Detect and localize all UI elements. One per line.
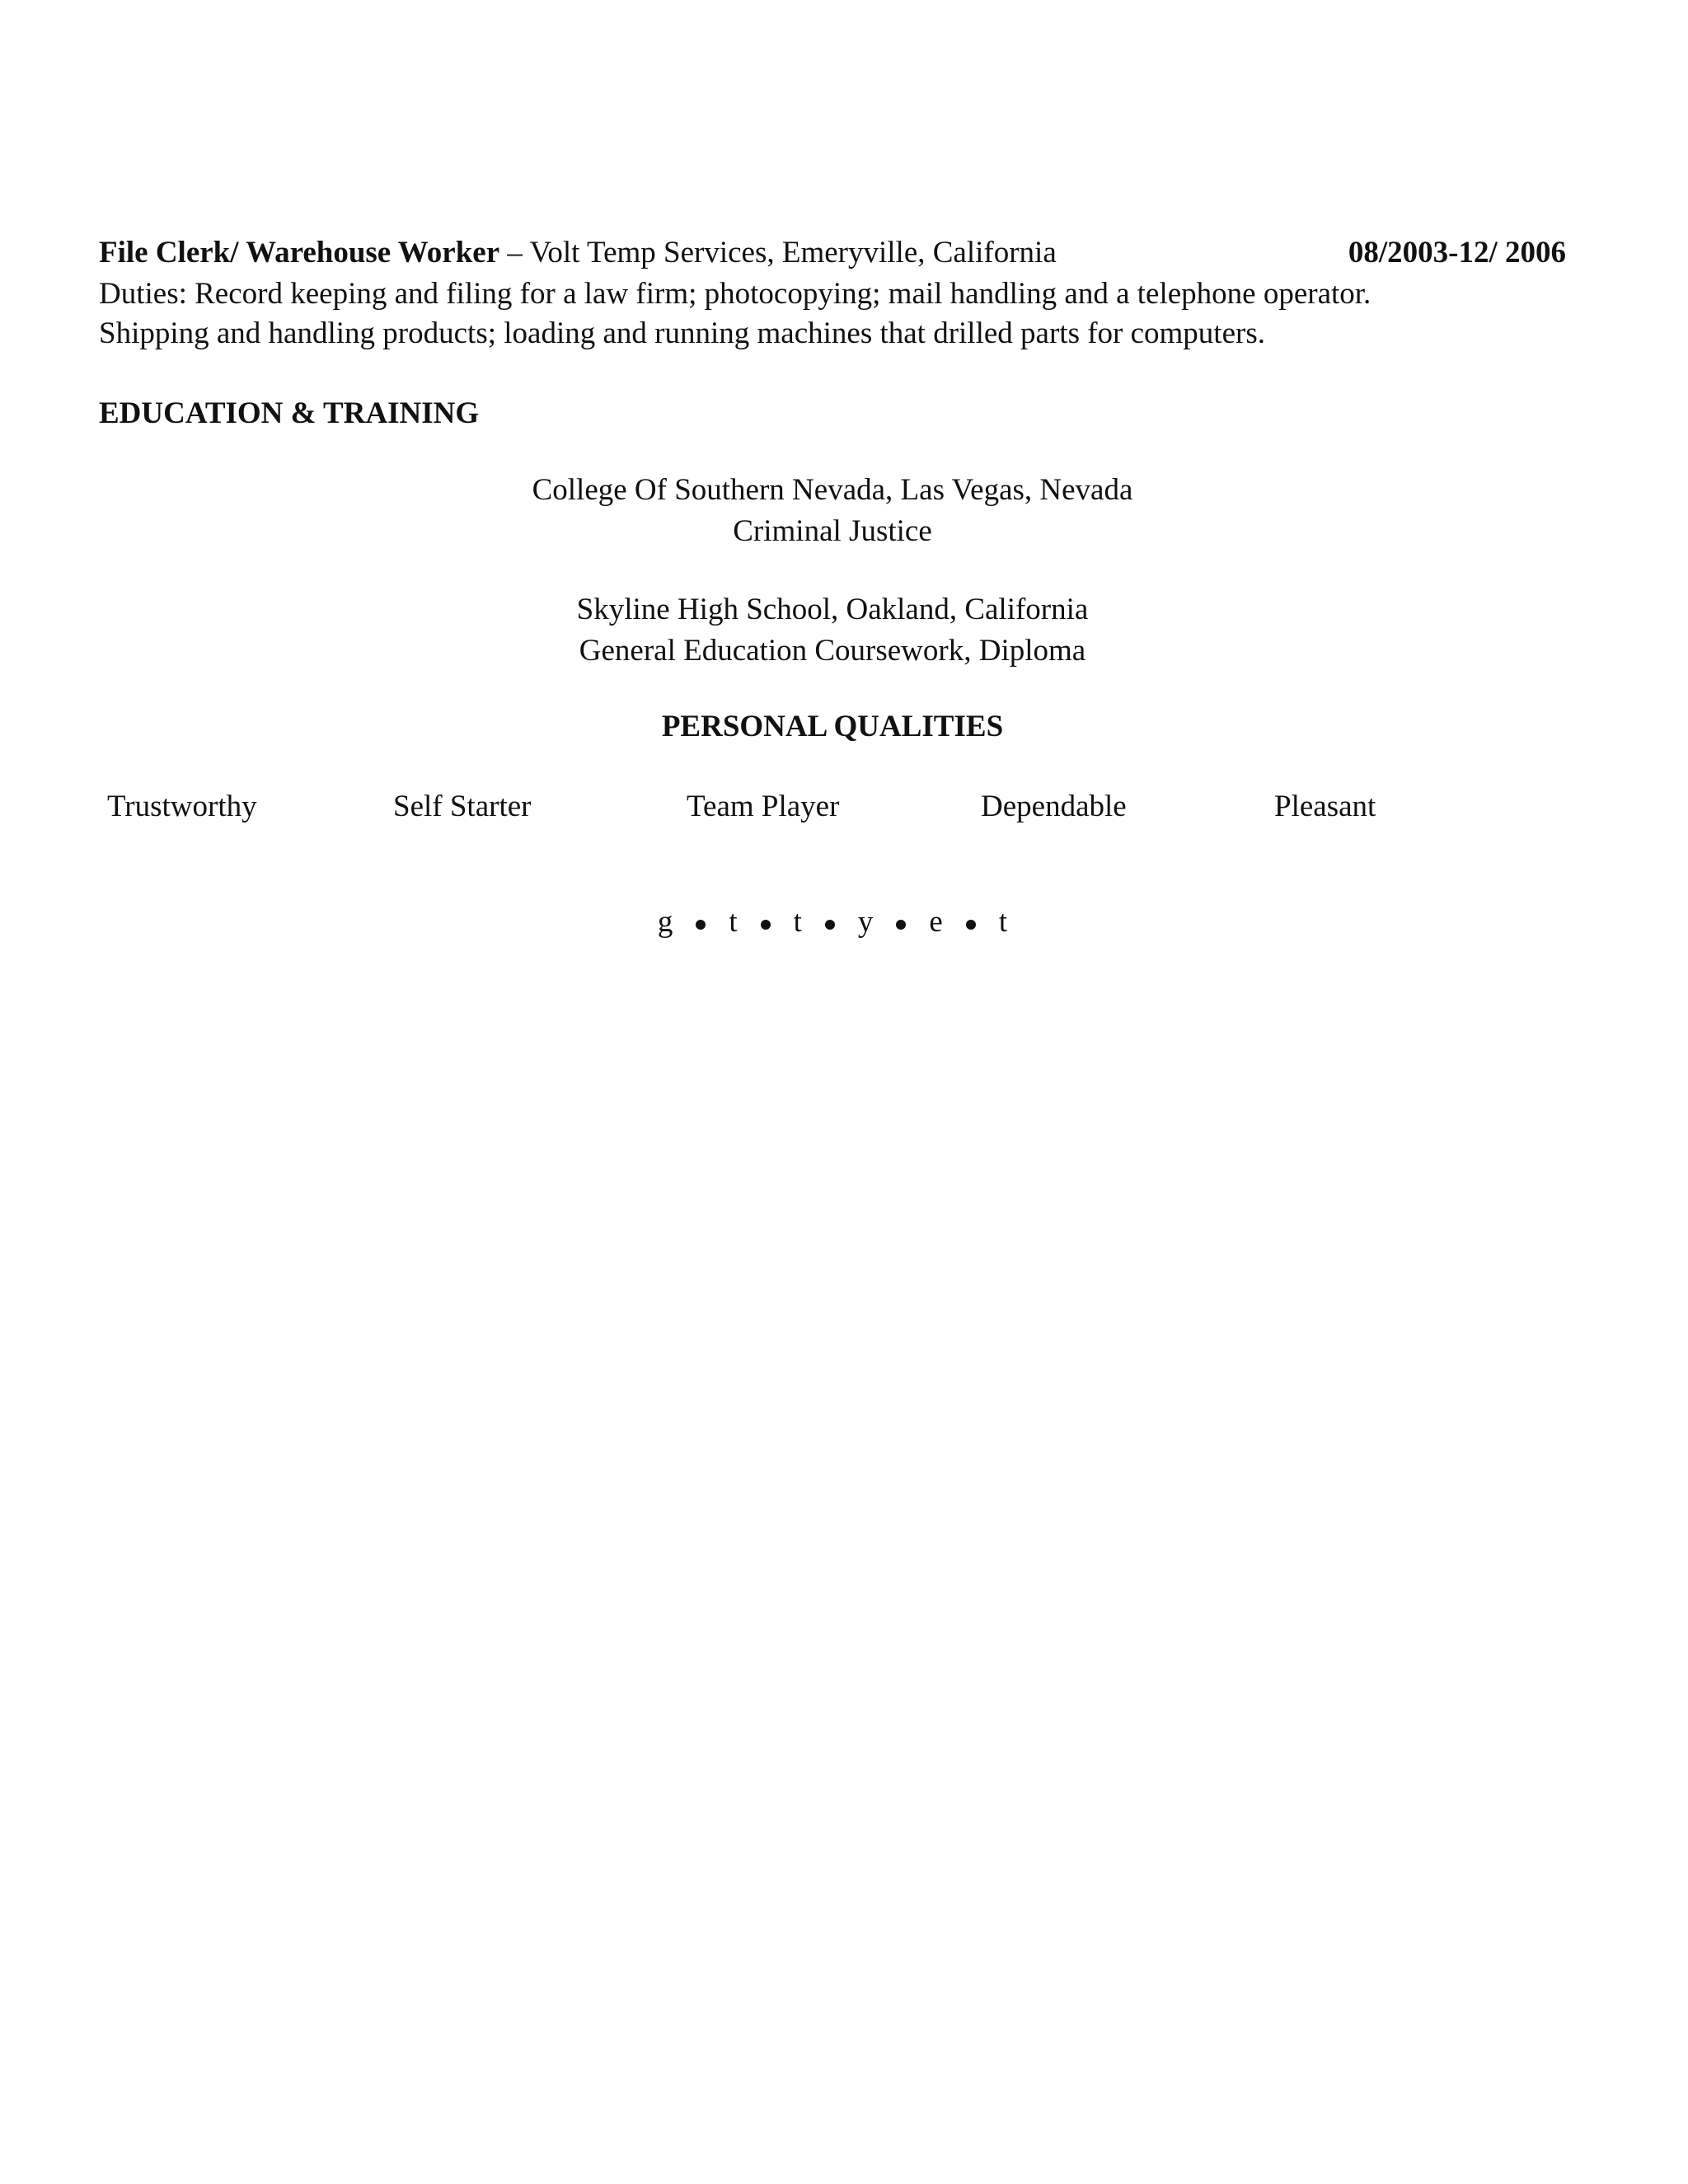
footer-glyph: y [857,905,874,939]
job-duties-line-2: Shipping and handling products; loading and running machines that drilled parts for computers. [99,316,1265,350]
education-institution: Skyline High School, Oakland, California [576,593,1089,626]
footer-glyph: e [929,905,943,939]
education-program: Criminal Justice [733,514,932,548]
job-dates: 08/2003-12/ 2006 [1348,236,1566,269]
footer-glyph: g [657,905,673,939]
education-institution: College Of Southern Nevada, Las Vegas, Nevada [532,473,1133,507]
bullet-icon [966,920,976,930]
bullet-icon [825,920,835,930]
bullet-icon [696,920,706,930]
footer-glyph: t [793,905,802,939]
job-title: File Clerk/ Warehouse Worker [99,236,500,269]
bullet-icon [896,920,906,930]
footer-glyph: t [729,905,738,939]
quality-item: Team Player [687,790,840,823]
education-heading: EDUCATION & TRAINING [99,396,480,430]
quality-item: Trustworthy [107,790,257,823]
quality-item: Self Starter [393,790,532,823]
quality-item: Pleasant [1274,790,1376,823]
education-program: General Education Coursework, Diploma [579,634,1086,668]
footer-glyph: t [998,905,1008,939]
job-duties-line-1: Duties: Record keeping and filing for a law firm; photocopying; mail handling and a telephone operator. [99,277,1372,311]
job-header [99,233,1057,273]
bullet-icon [761,920,771,930]
job-employer: – Volt Temp Services, Emeryville, California [499,236,1057,269]
qualities-heading: PERSONAL QUALITIES [661,710,1004,743]
footer-glyph-row [0,902,1665,942]
quality-item: Dependable [981,790,1127,823]
